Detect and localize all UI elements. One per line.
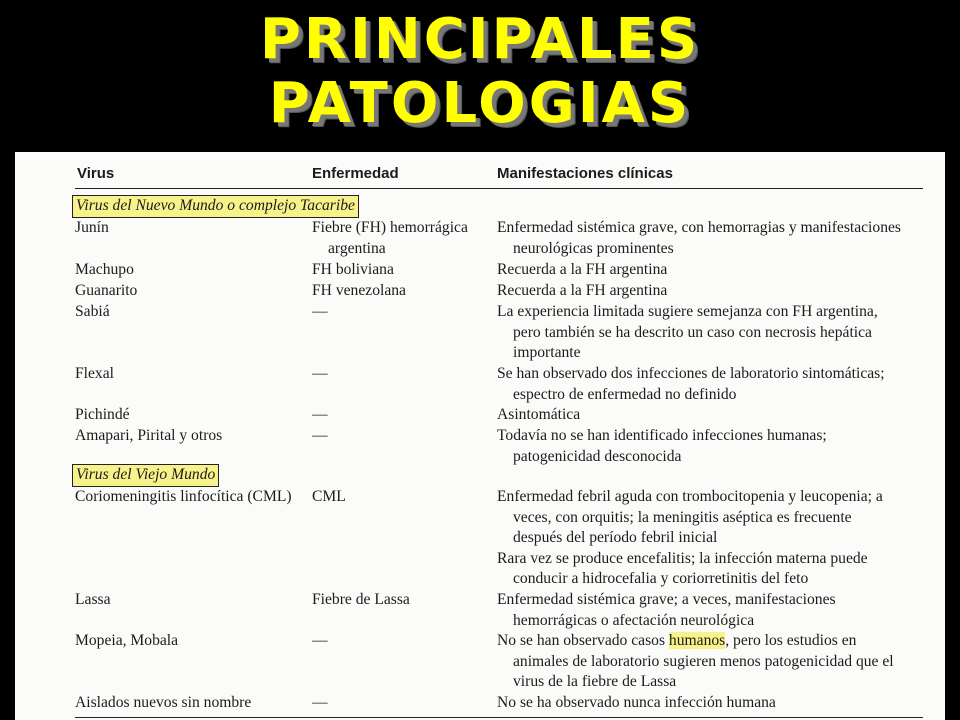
disease-cell: Fiebre (FH) hemorrágica argentina [312, 219, 468, 257]
group-label-old-world: Virus del Viejo Mundo [72, 464, 219, 487]
manifest-cell: Enfermedad febril aguda con trombocitopenia y leucopenia; a veces, con orquitis; la meningitis aséptica es frecuente después del período febril inicial Rara vez se produce encefalitis; la infección materna puede conducir a hidrocefalia y coriorretinitis del feto [497, 488, 883, 588]
virus-cell: Aislados nuevos sin nombre [75, 694, 252, 711]
group-label-new-world: Virus del Nuevo Mundo o complejo Tacaribe [72, 195, 359, 218]
virus-cell: Guanarito [75, 282, 138, 299]
disease-cell: — [312, 406, 328, 423]
header-rule [75, 188, 923, 189]
manifest-cell: La experiencia limitada sugiere semejanza con FH argentina, pero también se ha descrito un caso con necrosis hepática importante [497, 303, 878, 362]
manifest-cell: Todavía no se han identificado infecciones humanas; patogenicidad desconocida [497, 427, 827, 465]
manifest-cell: Asintomática [497, 406, 581, 423]
disease-cell: FH venezolana [312, 282, 406, 299]
highlighted-word: humanos [668, 632, 726, 649]
manifest-cell: No se han observado casos humanos, pero los estudios en animales de laboratorio sugieren menos patogenicidad que el virus de la fiebre de Lassa [497, 632, 894, 691]
header-disease: Enfermedad [312, 165, 399, 182]
manifest-cell: Recuerda a la FH argentina [497, 261, 668, 278]
disease-cell: CML [312, 488, 346, 505]
page-title [0, 8, 960, 136]
virus-cell: Sabiá [75, 303, 110, 320]
disease-cell: — [312, 632, 328, 649]
disease-cell: FH boliviana [312, 261, 394, 278]
virus-cell: Lassa [75, 591, 111, 608]
manifest-cell: Enfermedad sistémica grave; a veces, manifestaciones hemorrágicas o afectación neurológica [497, 591, 836, 629]
title-line-2: PATOLOGIAS [268, 71, 692, 136]
virus-cell: Junín [75, 219, 109, 236]
disease-cell: — [312, 365, 328, 382]
virus-cell: Coriomeningitis linfocítica (CML) [75, 488, 292, 505]
virus-cell: Flexal [75, 365, 114, 382]
title-line-1: PRINCIPALES [259, 7, 701, 72]
header-virus: Virus [77, 165, 115, 182]
manifest-cell: No se ha observado nunca infección humana [497, 694, 776, 711]
disease-cell: — [312, 303, 328, 320]
header-manifest: Manifestaciones clínicas [497, 165, 673, 182]
disease-cell: — [312, 427, 328, 444]
disease-cell: Fiebre de Lassa [312, 591, 410, 608]
manifest-cell: Se han observado dos infecciones de laboratorio sintomáticas; espectro de enfermedad no definido [497, 365, 885, 403]
virus-cell: Amapari, Pirital y otros [75, 427, 223, 444]
manifest-cell: Enfermedad sistémica grave, con hemorragias y manifestaciones neurológicas prominentes [497, 219, 901, 257]
virus-cell: Machupo [75, 261, 134, 278]
manifest-cell: Recuerda a la FH argentina [497, 282, 668, 299]
virus-cell: Mopeia, Mobala [75, 632, 179, 649]
table-sheet [15, 152, 945, 720]
virus-cell: Pichindé [75, 406, 130, 423]
disease-cell: — [312, 694, 328, 711]
bottom-rule [75, 717, 923, 718]
